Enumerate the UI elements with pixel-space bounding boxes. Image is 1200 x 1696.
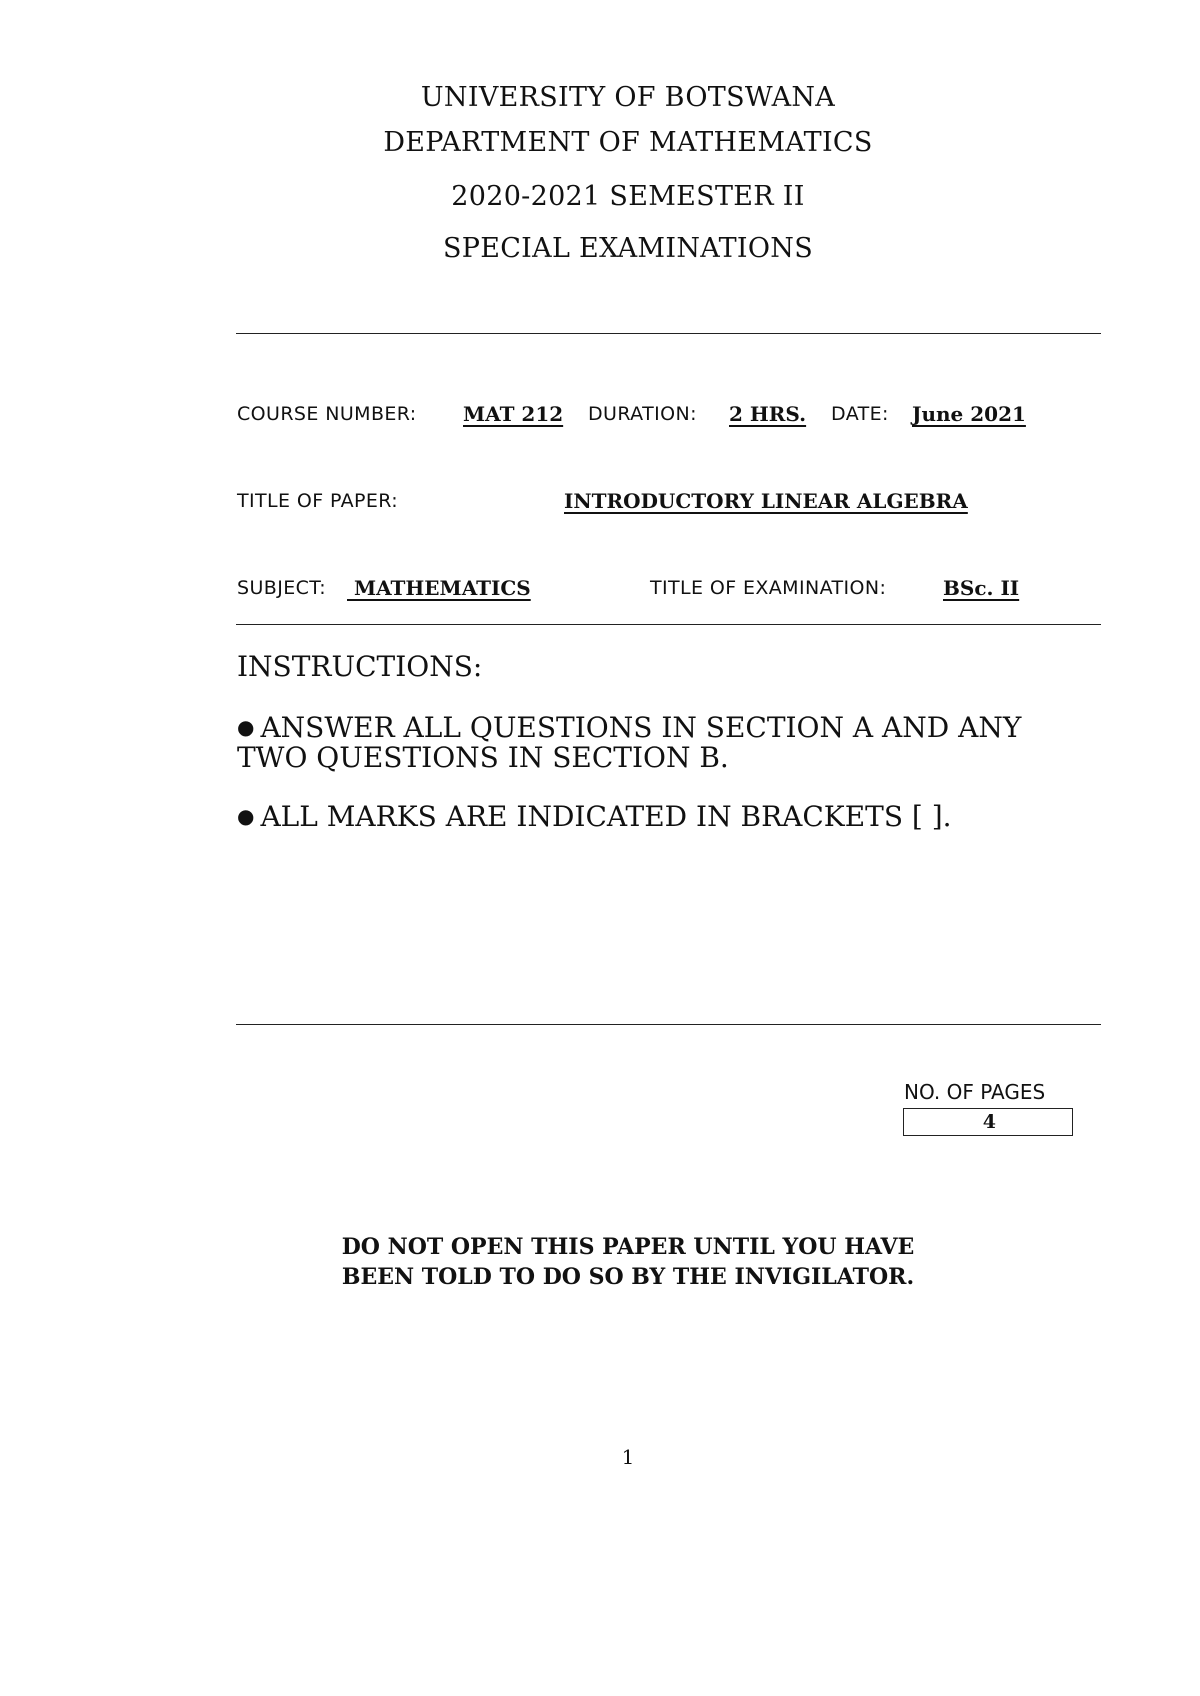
department-name: DEPARTMENT OF MATHEMATICS bbox=[383, 127, 873, 158]
instruction-item bbox=[237, 801, 1037, 832]
warning-line-2: BEEN TOLD TO DO SO BY THE INVIGILATOR. bbox=[341, 1264, 915, 1290]
subject-label: SUBJECT: bbox=[237, 577, 326, 599]
instruction-text: ANSWER ALL QUESTIONS IN SECTION A AND ANY TWO QUESTIONS IN SECTION B. bbox=[237, 711, 1022, 774]
instruction-item bbox=[237, 712, 1037, 773]
date-label: DATE: bbox=[831, 403, 889, 425]
paper-title-value: INTRODUCTORY LINEAR ALGEBRA bbox=[564, 489, 968, 513]
paper-title-label: TITLE OF PAPER: bbox=[237, 490, 399, 512]
page-number: 1 bbox=[621, 1445, 635, 1469]
exam-type-title: SPECIAL EXAMINATIONS bbox=[442, 233, 814, 264]
divider-top bbox=[236, 333, 1101, 334]
divider-bottom bbox=[236, 1024, 1101, 1025]
exam-title-label: TITLE OF EXAMINATION: bbox=[650, 577, 887, 599]
university-name: UNIVERSITY OF BOTSWANA bbox=[420, 82, 836, 113]
warning-line-1: DO NOT OPEN THIS PAPER UNTIL YOU HAVE bbox=[341, 1234, 915, 1260]
pages-count-box bbox=[903, 1108, 1073, 1136]
date-value: June 2021 bbox=[912, 402, 1026, 426]
course-number-value: MAT 212 bbox=[463, 402, 564, 426]
bullet-icon: ● bbox=[237, 715, 255, 739]
instruction-text: ALL MARKS ARE INDICATED IN BRACKETS [ ]. bbox=[260, 800, 952, 833]
course-number-label: COURSE NUMBER: bbox=[237, 403, 417, 425]
divider-middle bbox=[236, 624, 1101, 625]
subject-value: MATHEMATICS bbox=[347, 576, 531, 600]
bullet-icon: ● bbox=[237, 804, 255, 828]
exam-title-value: BSc. II bbox=[943, 576, 1020, 600]
duration-value: 2 HRS. bbox=[729, 402, 807, 426]
session-title: 2020-2021 SEMESTER II bbox=[451, 181, 805, 212]
duration-label: DURATION: bbox=[588, 403, 697, 425]
invigilator-warning bbox=[0, 1232, 1200, 1292]
instructions-title: INSTRUCTIONS: bbox=[237, 650, 483, 683]
pages-label: NO. OF PAGES bbox=[904, 1080, 1046, 1104]
pages-count: 4 bbox=[982, 1111, 996, 1133]
